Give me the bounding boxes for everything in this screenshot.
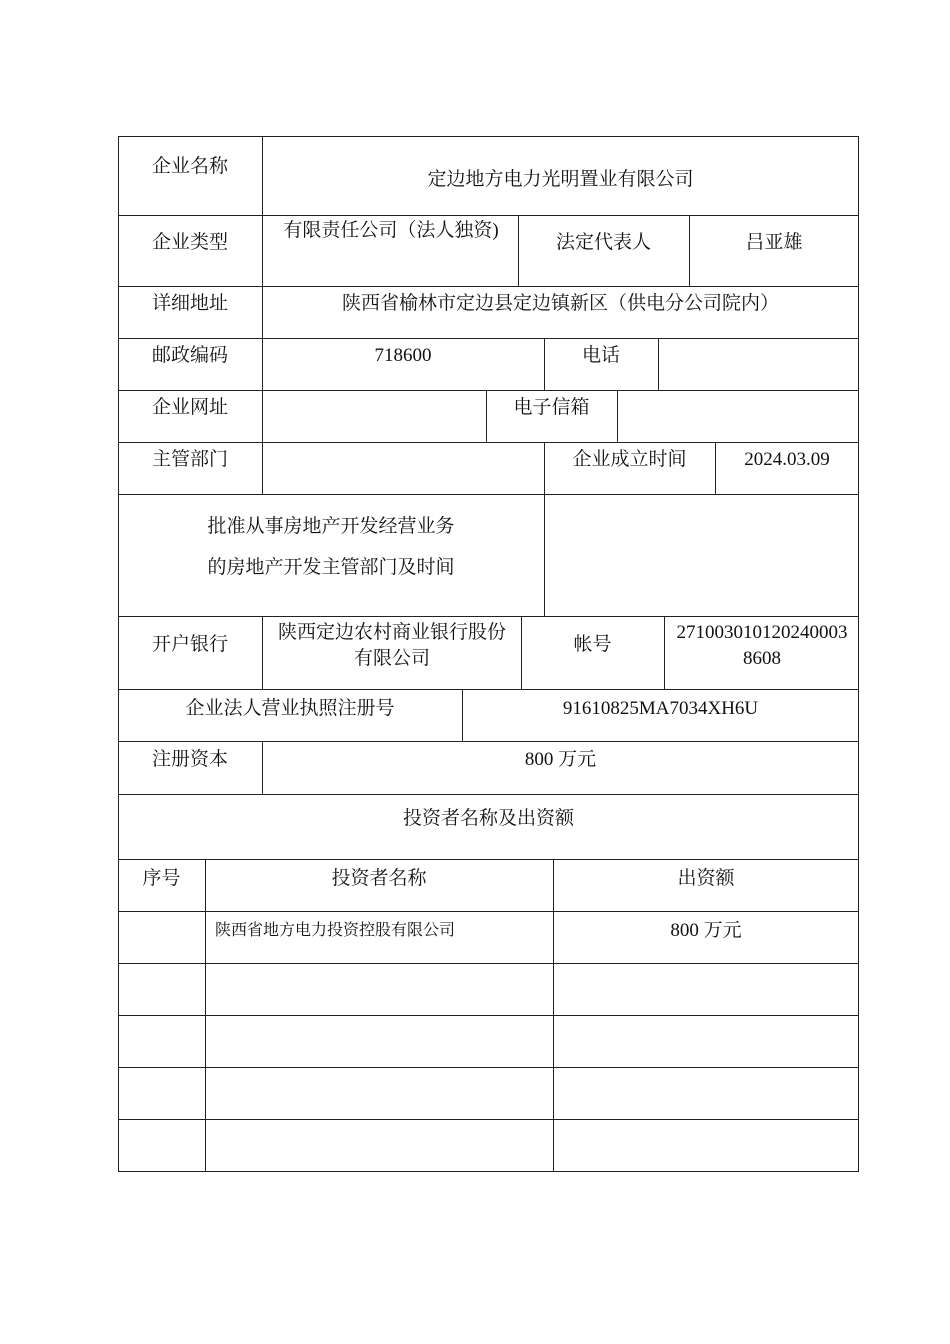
- legal-rep-label: 法定代表人: [555, 232, 651, 253]
- address-value: 陕西省榆林市定边县定边镇新区（供电分公司院内）: [341, 293, 779, 314]
- col-divider: [553, 859, 554, 1172]
- investors-header-index: 序号: [142, 868, 181, 889]
- website-label: 企业网址: [151, 397, 228, 418]
- row-divider: [118, 1119, 859, 1120]
- investor-name: 陕西省地方电力投资控股有限公司: [215, 922, 456, 939]
- row-divider: [118, 689, 859, 690]
- founded-label: 企业成立时间: [572, 449, 687, 470]
- col-divider: [262, 616, 263, 689]
- license-label: 企业法人营业执照注册号: [185, 698, 395, 719]
- legal-rep-value: 吕亚雄: [745, 232, 803, 253]
- row-divider: [118, 911, 859, 912]
- col-divider: [262, 390, 263, 442]
- row-divider: [118, 494, 859, 495]
- row-divider: [118, 616, 859, 617]
- row-divider: [118, 741, 859, 742]
- row-divider: [118, 442, 859, 443]
- approval-label-line2: 的房地产开发主管部门及时间: [207, 557, 455, 578]
- account-value: 2710030101202400038608: [676, 622, 848, 669]
- capital-value: 800 万元: [524, 749, 597, 770]
- bank-value: 陕西定边农村商业银行股份有限公司: [277, 622, 506, 669]
- row-divider: [118, 859, 859, 860]
- row-divider: [118, 338, 859, 339]
- row-divider: [118, 286, 859, 287]
- capital-label: 注册资本: [151, 749, 228, 770]
- company-name-label: 企业名称: [151, 156, 228, 177]
- row-divider: [118, 1067, 859, 1068]
- investor-amount: 800 万元: [670, 920, 742, 941]
- investors-title: 投资者名称及出资额: [402, 808, 574, 829]
- license-value: 91610825MA7034XH6U: [562, 698, 759, 719]
- col-divider: [544, 494, 545, 616]
- address-label: 详细地址: [151, 293, 228, 314]
- account-label: 帐号: [573, 634, 612, 655]
- bank-label: 开户银行: [151, 634, 228, 655]
- authority-label: 主管部门: [151, 449, 228, 470]
- postal-label: 邮政编码: [151, 345, 228, 366]
- row-divider: [118, 390, 859, 391]
- row-divider: [118, 215, 859, 216]
- phone-label: 电话: [581, 345, 620, 366]
- investors-header-amount: 出资额: [677, 868, 735, 889]
- approval-label-line1: 批准从事房地产开发经营业务: [207, 516, 455, 537]
- col-divider: [262, 215, 263, 286]
- founded-value: 2024.03.09: [744, 449, 830, 470]
- row-divider: [118, 963, 859, 964]
- company-name-value: 定边地方电力光明置业有限公司: [427, 169, 694, 190]
- company-type-value: 有限责任公司（法人独资): [283, 220, 499, 241]
- investors-header-name: 投资者名称: [331, 868, 427, 889]
- row-divider: [118, 794, 859, 795]
- email-label: 电子信箱: [513, 397, 590, 418]
- col-divider: [262, 442, 263, 494]
- col-divider: [664, 616, 665, 689]
- company-type-label: 企业类型: [151, 232, 228, 253]
- col-divider: [658, 338, 659, 390]
- row-divider: [118, 1015, 859, 1016]
- postal-value: 718600: [374, 345, 432, 366]
- col-divider: [617, 390, 618, 442]
- col-divider: [205, 859, 206, 1172]
